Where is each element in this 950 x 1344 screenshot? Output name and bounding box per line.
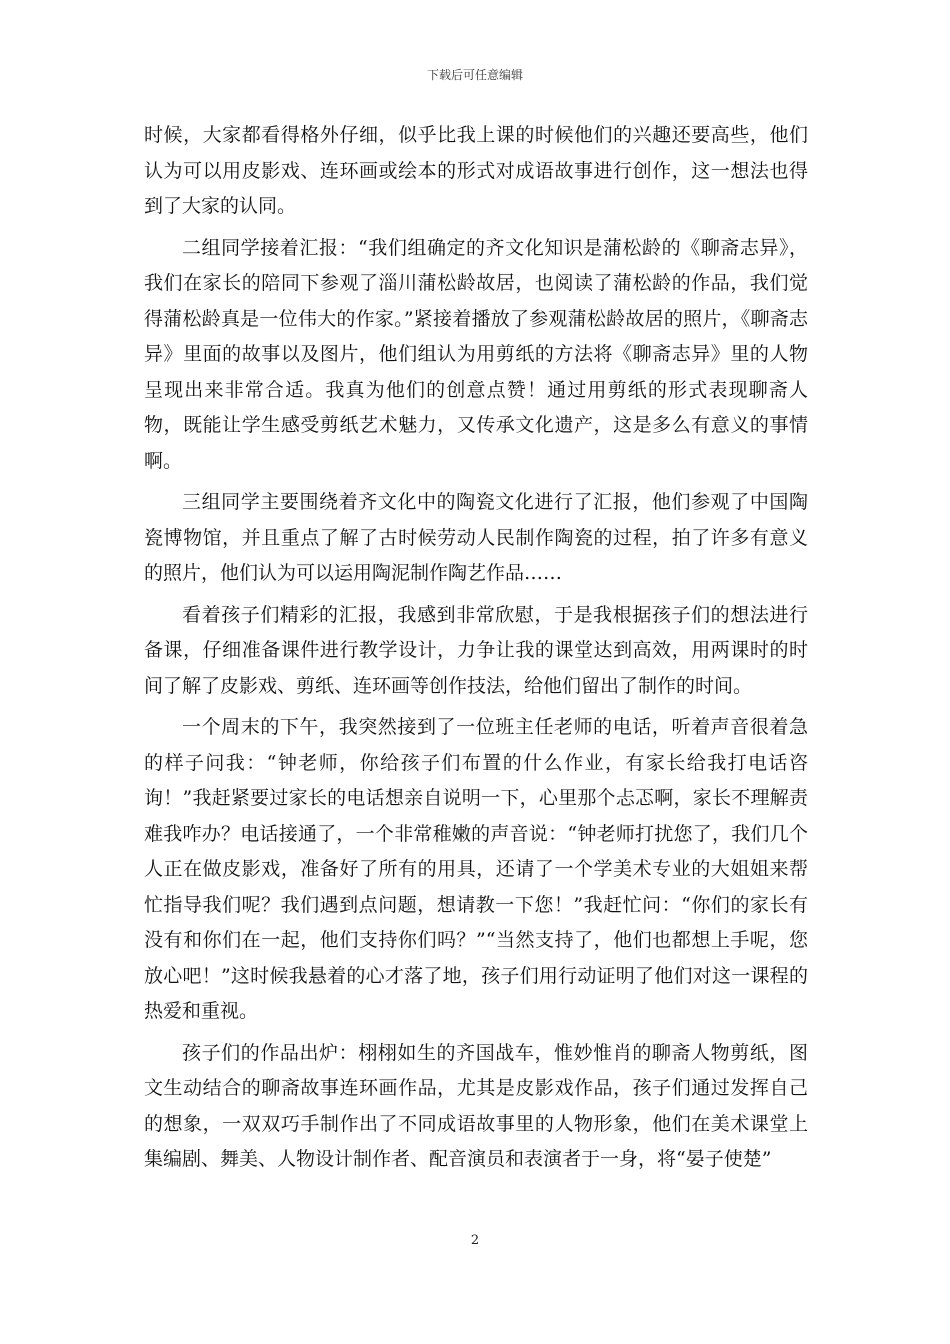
document-body	[144, 118, 808, 1184]
paragraph-group-three-report: 三组同学主要围绕着齐文化中的陶瓷文化进行了汇报，他们参观了中国陶瓷博物馆，并且重点了解了古时候劳动人民制作陶瓷的过程，拍了许多有意义的照片，他们认为可以运用陶泥制作陶艺作品……	[144, 491, 808, 584]
paragraph-student-works: 孩子们的作品出炉：栩栩如生的齐国战车，惟妙惟肖的聊斋人物剪纸，图文生动结合的聊斋故事连环画作品，尤其是皮影戏作品，孩子们通过发挥自己的想象，一双双巧手制作出了不同成语故事里的人物形象，他们在美术课堂上集编剧、舞美、人物设计制作者、配音演员和表演者于一身，将“晏子使楚”	[144, 1041, 808, 1170]
paragraph-phone-call: 一个周末的下午，我突然接到了一位班主任老师的电话，听着声音很着急的样子问我：“钟老师，你给孩子们布置的什么作业，有家长给我打电话咨询！”我赶紧要过家长的电话想亲自说明一下，心里那个忐忑啊，家长不理解责难我咋办？电话接通了，一个非常稚嫩的声音说：“钟老师打扰您了，我们几个人正在做皮影戏，准备好了所有的用具，还请了一个学美术专业的大姐姐来帮忙指导我们呢？我们遇到点问题，想请教一下您！”我赶忙问：“你们的家长有没有和你们在一起，他们支持你们吗？”“当然支持了，他们也都想上手呢，您放心吧！”这时候我悬着的心才落了地，孩子们用行动证明了他们对这一课程的热爱和重视。	[144, 716, 808, 1022]
page-header: 下载后可任意编辑	[426, 68, 523, 82]
paragraph-lesson-preparation: 看着孩子们精彩的汇报，我感到非常欣慰，于是我根据孩子们的想法进行备课，仔细准备课件进行教学设计，力争让我的课堂达到高效，用两课时的时间了解了皮影戏、剪纸、连环画等创作技法，给他们留出了制作的时间。	[144, 603, 808, 697]
paragraph-group-two-report: 二组同学接着汇报：“我们组确定的齐文化知识是蒲松龄的《聊斋志异》，我们在家长的陪同下参观了淄川蒲松龄故居，也阅读了蒲松龄的作品，我们觉得蒲松龄真是一位伟大的作家。”紧接着播放了参观蒲松龄故居的照片，《聊斋志异》里面的故事以及图片，他们组认为用剪纸的方法将《聊斋志异》里的人物呈现出来非常合适。我真为他们的创意点赞！通过用剪纸的形式表现聊斋人物，既能让学生感受剪纸艺术魅力，又传承文化遗产，这是多么有意义的事情啊。	[144, 236, 808, 472]
paragraph-continuation: 时候，大家都看得格外仔细，似乎比我上课的时候他们的兴趣还要高些，他们认为可以用皮影戏、连环画或绘本的形式对成语故事进行创作，这一想法也得到了大家的认同。	[144, 124, 808, 217]
page-number: 2	[470, 1233, 480, 1248]
